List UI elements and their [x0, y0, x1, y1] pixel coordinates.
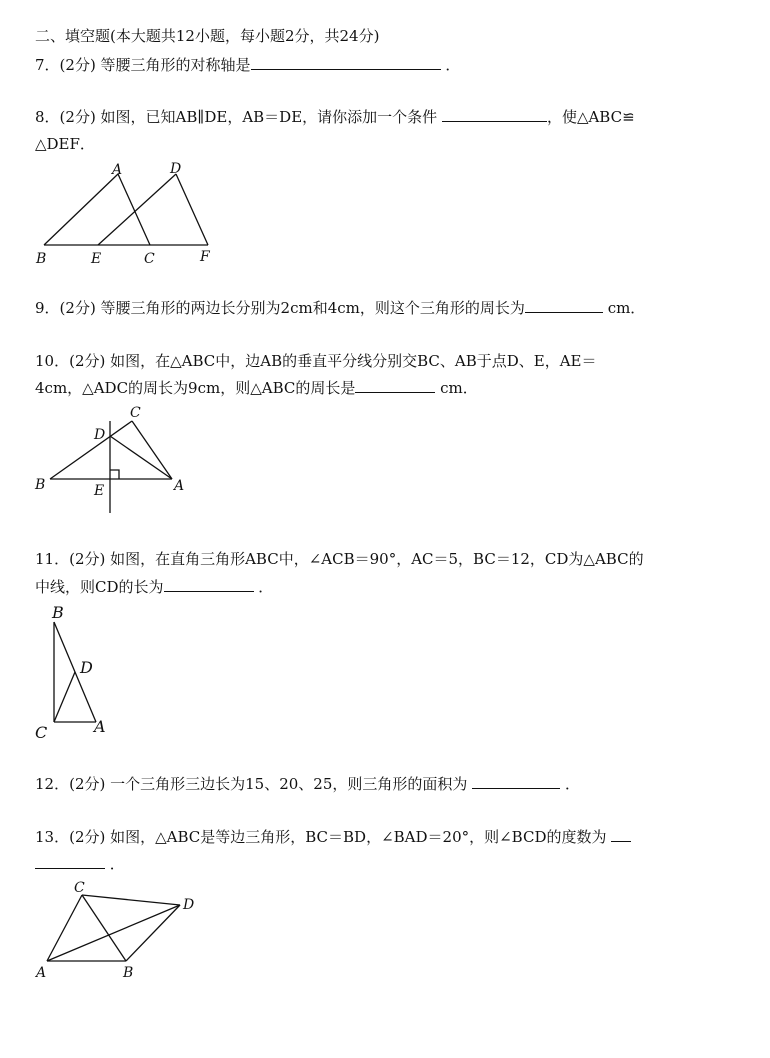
question-10-line-2	[35, 378, 478, 398]
label-d: D	[170, 161, 182, 177]
segment-cd	[82, 895, 180, 905]
right-angle-mark	[110, 470, 119, 479]
label-d: D	[80, 658, 93, 677]
segment-ac	[118, 174, 150, 245]
question-9-answer-blank[interactable]	[525, 298, 603, 313]
label-c: C	[130, 405, 141, 421]
figure-q10	[30, 403, 200, 518]
label-a: A	[112, 162, 123, 178]
label-f: F	[200, 249, 210, 265]
label-c: C	[144, 251, 155, 267]
question-10-tail: cm．	[440, 379, 478, 397]
label-e: E	[91, 251, 102, 267]
question-12	[35, 774, 580, 794]
label-b: B	[52, 603, 64, 622]
question-13-answer-blank-start[interactable]	[611, 827, 631, 842]
question-7-text: 7．(2分) 等腰三角形的对称轴是	[35, 56, 251, 74]
segment-ca	[132, 421, 172, 479]
section-title: 二、填空题(本大题共12小题，每小题2分，共24分)	[35, 27, 380, 45]
segment-bd	[126, 905, 180, 961]
question-13	[35, 827, 631, 847]
question-13-text: 13．(2分) 如图，△ABC是等边三角形，BC＝BD，∠BAD＝20°，则∠BCD的度数为	[35, 828, 607, 846]
question-8-mid: ，使△ABC≌	[546, 108, 635, 126]
segment-ed	[98, 174, 176, 245]
question-8-text: 8．(2分) 如图，已知AB∥DE，AB＝DE，请你添加一个条件	[35, 108, 438, 126]
question-9-text: 9．(2分) 等腰三角形的两边长分别为2cm和4cm，则这个三角形的周长为	[35, 299, 525, 317]
question-12-tail: ．	[564, 775, 580, 793]
label-e: E	[94, 483, 105, 499]
question-8	[35, 107, 635, 127]
question-11-line-2	[35, 577, 273, 597]
label-c: C	[35, 723, 48, 742]
figure-q13	[30, 878, 210, 983]
question-7-answer-blank[interactable]	[251, 55, 441, 70]
label-b: B	[35, 477, 46, 493]
question-13-tail: ．	[109, 855, 125, 873]
question-7	[35, 55, 460, 75]
segment-bc	[50, 421, 132, 479]
question-12-text: 12．(2分) 一个三角形三边长为15、20、25，则三角形的面积为	[35, 775, 468, 793]
question-10: 10．(2分) 如图，在△ABC中，边AB的垂直平分线分别交BC、AB于点D、E，AE＝	[35, 352, 597, 370]
segment-ac	[47, 895, 82, 961]
segment-df	[176, 174, 208, 245]
label-d: D	[94, 427, 106, 443]
label-a: A	[174, 478, 185, 494]
segment-ad	[47, 905, 180, 961]
label-c: C	[74, 880, 85, 896]
question-10-answer-blank[interactable]	[355, 378, 435, 393]
label-b: B	[123, 965, 134, 981]
segment-cd	[54, 672, 75, 722]
label-a: A	[94, 717, 106, 736]
question-7-tail: ．	[445, 56, 461, 74]
question-8-line-2: △DEF．	[35, 135, 95, 153]
segment-cb	[82, 895, 126, 961]
segment-ab	[44, 174, 118, 245]
question-11: 11．(2分) 如图，在直角三角形ABC中，∠ACB＝90°，AC＝5，BC＝12，CD为△ABC的	[35, 550, 644, 568]
question-10-text: 4cm，△ADC的周长为9cm，则△ABC的周长是	[35, 379, 356, 397]
label-d: D	[183, 897, 195, 913]
question-12-answer-blank[interactable]	[472, 774, 560, 789]
question-13-answer-blank[interactable]	[35, 854, 105, 869]
figure-q8	[30, 158, 230, 268]
label-a: A	[36, 965, 47, 981]
question-8-answer-blank[interactable]	[442, 107, 547, 122]
label-b: B	[36, 251, 47, 267]
question-9-tail: cm．	[607, 299, 646, 317]
figure-q11	[30, 600, 130, 745]
question-13-line-2	[35, 854, 125, 874]
question-9	[35, 298, 645, 318]
question-11-answer-blank[interactable]	[164, 577, 254, 592]
question-11-text: 中线，则CD的长为	[35, 578, 164, 596]
question-11-tail: ．	[258, 578, 274, 596]
